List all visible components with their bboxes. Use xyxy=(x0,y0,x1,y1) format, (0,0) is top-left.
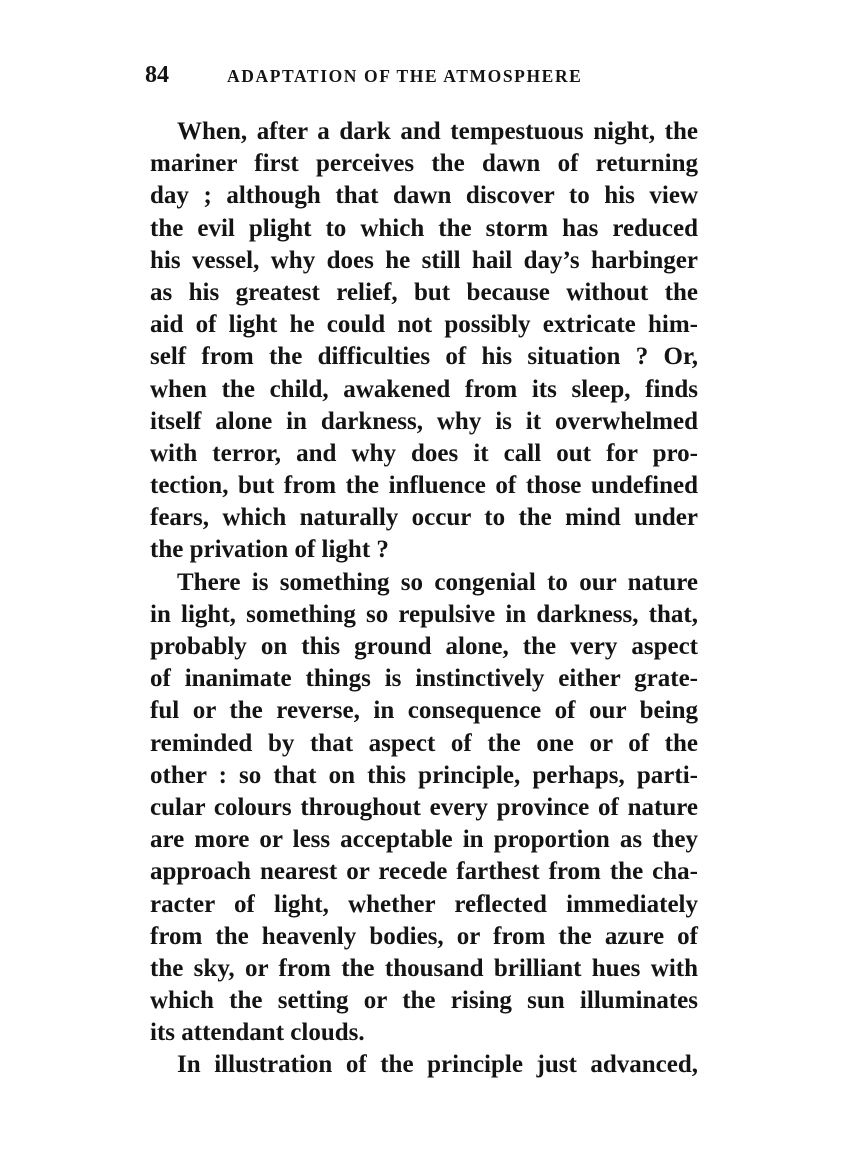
body-text xyxy=(150,116,698,1082)
text-line: of inanimate things is instinctively either grate- xyxy=(150,665,698,693)
text-line: other : so that on this principle, perhaps, parti- xyxy=(150,761,698,789)
text-line: cular colours throughout every province of nature xyxy=(150,793,698,821)
text-line: mariner first perceives the dawn of returning xyxy=(150,150,698,178)
text-line: are more or less acceptable in proportion as they xyxy=(150,826,698,854)
text-line: approach nearest or recede farthest from the cha- xyxy=(150,858,698,886)
running-head xyxy=(145,62,698,102)
text-line: There is something so congenial to our nature xyxy=(177,568,698,596)
text-line: aid of light he could not possibly extricate him- xyxy=(150,311,698,339)
text-line: its attendant clouds. xyxy=(150,1019,365,1047)
text-line: the evil plight to which the storm has reduced xyxy=(150,214,698,242)
text-line: day ; although that dawn discover to his view xyxy=(150,182,698,210)
text-line: when the child, awakened from its sleep, finds xyxy=(150,375,698,403)
text-line: from the heavenly bodies, or from the azure of xyxy=(150,922,698,950)
book-page xyxy=(145,62,698,1082)
text-line: his vessel, why does he still hail day’s harbinger xyxy=(150,246,698,274)
text-line: as his greatest relief, but because without the xyxy=(150,278,698,306)
text-line: itself alone in darkness, why is it overwhelmed xyxy=(150,407,698,435)
text-line: which the setting or the rising sun illuminates xyxy=(150,987,698,1015)
text-line: the sky, or from the thousand brilliant hues with xyxy=(150,954,698,982)
text-line: In illustration of the principle just advanced, xyxy=(177,1051,698,1079)
text-line: When, after a dark and tempestuous night, the xyxy=(177,118,698,145)
text-line: ful or the reverse, in consequence of our being xyxy=(150,697,698,725)
text-line: with terror, and why does it call out for pro- xyxy=(150,439,698,467)
text-line: the privation of light ? xyxy=(150,536,389,564)
text-line: racter of light, whether reflected immediately xyxy=(150,890,698,918)
text-line: fears, which naturally occur to the mind under xyxy=(150,504,698,532)
text-line: self from the difficulties of his situation ? Or, xyxy=(150,343,698,371)
page-number: 84 xyxy=(145,62,169,88)
text-line: tection, but from the influence of those undefined xyxy=(150,472,698,500)
running-title: ADAPTATION OF THE ATMOSPHERE xyxy=(227,66,583,86)
text-line: probably on this ground alone, the very aspect xyxy=(150,633,698,660)
text-line: reminded by that aspect of the one or of the xyxy=(150,729,698,757)
text-line: in light, something so repulsive in darkness, that, xyxy=(150,600,698,628)
